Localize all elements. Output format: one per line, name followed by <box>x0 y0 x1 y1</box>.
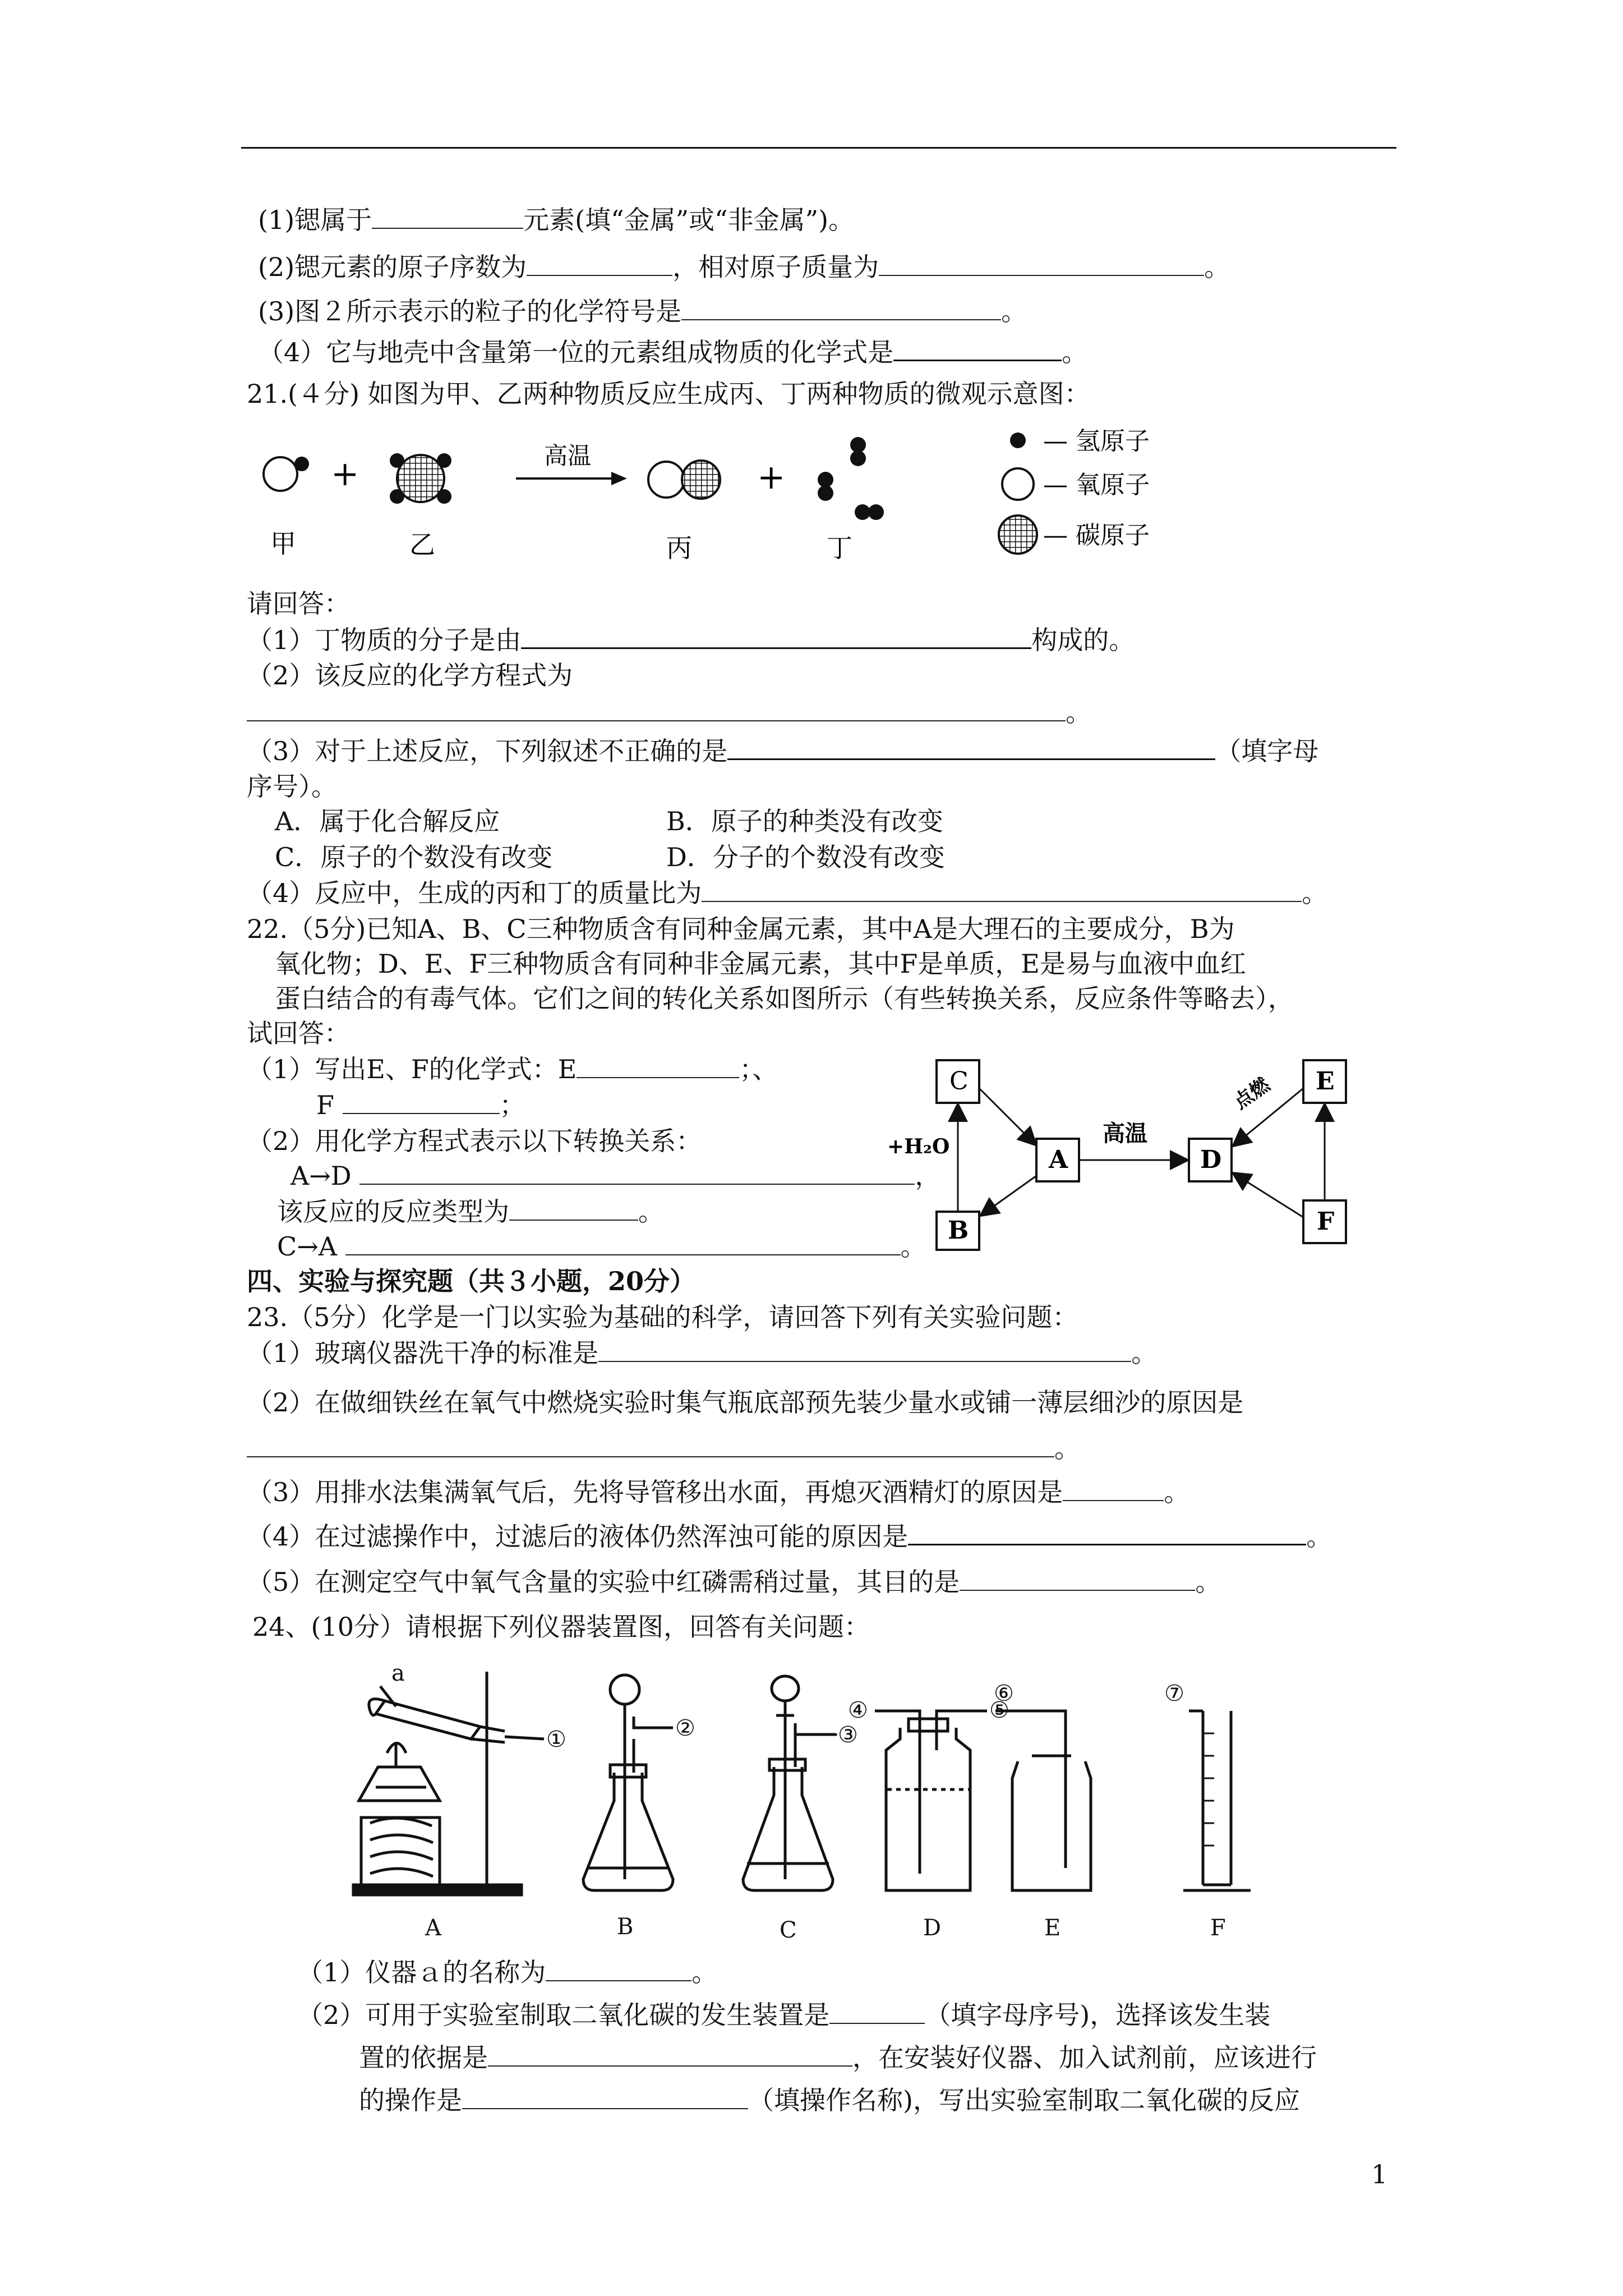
text: （1）仪器ａ的名称为 <box>297 1957 546 1987</box>
text: （1）丁物质的分子是由 <box>247 625 522 655</box>
reaction-arrow <box>516 472 627 485</box>
q22-stem-2: 氧化物；D、E、F三种物质含有同种非金属元素，其中F是单质，E是易与血液中血红 <box>275 949 1246 979</box>
molecule-bing <box>648 461 720 499</box>
box-d-label: D <box>1200 1145 1222 1174</box>
text: 该反应的反应类型为 <box>277 1197 509 1227</box>
answer-blank[interactable] <box>829 1998 925 2024</box>
arrow-a-to-b <box>981 1176 1036 1215</box>
label-bing: 丙 <box>666 533 692 563</box>
box-b-label: B <box>948 1216 969 1245</box>
apparatus-c <box>743 1676 836 1890</box>
option-b: B．原子的种类没有改变 <box>666 806 943 836</box>
answer-blank[interactable] <box>702 876 1302 902</box>
label-E: E <box>1044 1915 1061 1941</box>
answer-blank[interactable] <box>359 1159 915 1185</box>
text: （4）反应中，生成的丙和丁的质量比为 <box>247 878 702 908</box>
q23-sub-1 <box>247 1336 1157 1370</box>
text: 构成的。 <box>1031 625 1135 655</box>
q23-sub-2-line <box>247 1432 1080 1465</box>
text: 。 <box>1302 878 1328 908</box>
answer-blank[interactable] <box>727 734 1215 760</box>
q24-sub-2 <box>297 1998 1270 2032</box>
q24-sub-2-line-2 <box>359 2041 1317 2074</box>
answer-blank[interactable] <box>345 1230 901 1255</box>
text: 。 <box>1204 252 1230 282</box>
label-D: D <box>923 1915 942 1941</box>
text: F <box>316 1090 334 1120</box>
q23-sub-3 <box>247 1475 1189 1509</box>
q21-reaction-figure <box>252 424 1206 569</box>
num-2: ② <box>675 1715 695 1741</box>
label-jia: 甲 <box>270 528 296 559</box>
text: 。 <box>1054 1433 1080 1464</box>
box-c <box>937 1060 979 1103</box>
q21-sub-1 <box>247 623 1135 657</box>
q23-sub-4 <box>247 1519 1332 1553</box>
legend-oxygen: — 氧原子 <box>1043 471 1150 499</box>
q22-sub-1-f <box>316 1088 525 1122</box>
num-7: ⑦ <box>1164 1681 1184 1706</box>
label-heat: 高温 <box>1103 1120 1147 1147</box>
answer-blank[interactable] <box>681 295 1001 320</box>
legend <box>999 427 1150 554</box>
text: 。 <box>1131 1338 1158 1368</box>
box-a <box>1036 1139 1079 1181</box>
q24-sub-1 <box>297 1955 717 1989</box>
header-rule <box>241 147 1396 149</box>
arrow-f-to-d <box>1234 1174 1303 1217</box>
text: 。 <box>1306 1521 1332 1552</box>
label-C: C <box>780 1917 797 1943</box>
q21-heading: 21.(４分) 如图为甲、乙两种物质反应生成丙、丁两种物质的微观示意图： <box>247 379 1090 409</box>
text: ， <box>915 1161 941 1191</box>
label-water: +H₂O <box>887 1135 950 1158</box>
label-ding: 丁 <box>827 533 852 563</box>
box-f <box>1303 1200 1346 1243</box>
option-a: A．属于化合解反应 <box>275 806 500 836</box>
label-A: A <box>425 1915 441 1941</box>
legend-carbon: — 碳原子 <box>1043 521 1150 550</box>
text: ； <box>499 1090 525 1120</box>
label-B: B <box>617 1914 634 1940</box>
answer-blank[interactable] <box>598 1336 1131 1362</box>
box-c-label: C <box>949 1067 969 1096</box>
q20-line-2 <box>258 250 1230 284</box>
answer-blank[interactable] <box>546 1955 691 1981</box>
text: 元素(填“金属”或“非金属”)。 <box>523 205 855 235</box>
text: （1）玻璃仪器洗干净的标准是 <box>247 1338 599 1368</box>
box-f-label: F <box>1317 1207 1335 1236</box>
q21-sub-4 <box>247 876 1327 910</box>
page-number: 1 <box>1371 2159 1388 2189</box>
answer-blank[interactable] <box>462 2083 748 2109</box>
q20-line-4 <box>258 335 1087 369</box>
q22-sub-1 <box>247 1052 778 1086</box>
answer-blank[interactable] <box>879 250 1204 276</box>
q22-stem-4: 试回答： <box>247 1018 350 1048</box>
apparatus-a <box>353 1672 544 1895</box>
q24-sub-2-line-3 <box>359 2083 1300 2117</box>
q22-diagram <box>886 1049 1368 1251</box>
molecule-jia <box>264 457 309 491</box>
q22-reaction-type <box>277 1195 664 1228</box>
text: (3)图２所示表示的粒子的化学符号是 <box>258 296 682 326</box>
arrow-c-to-a <box>979 1088 1035 1144</box>
q21-sub-3-cont: 序号）。 <box>247 771 337 802</box>
label-a-lower: a <box>391 1660 405 1686</box>
box-a-label: A <box>1049 1145 1068 1174</box>
q22-sub-2: （2）用化学方程式表示以下转换关系： <box>247 1126 702 1156</box>
q21-sub-2-line <box>247 696 1091 729</box>
option-c: C．原子的个数没有改变 <box>275 842 553 872</box>
apparatus-b <box>583 1675 673 1890</box>
apparatus-e <box>995 1711 1091 1890</box>
section-heading: 四、实验与探究题（共３小题，20分） <box>247 1266 696 1296</box>
box-d <box>1189 1139 1232 1181</box>
label-yi: 乙 <box>409 530 435 560</box>
num-5: ⑤ <box>989 1697 1009 1723</box>
text: 。 <box>900 1231 926 1262</box>
num-1: ① <box>546 1727 566 1752</box>
q24-heading: 24、(10分）请根据下列仪器装置图，回答有关问题： <box>252 1612 870 1642</box>
apparatus-d <box>875 1711 987 1890</box>
text: （填字母序号)，选择该发生装 <box>925 2000 1271 2030</box>
q22-stem-1: 22.（5分)已知A、B、C三种物质含有同种金属元素，其中A是大理石的主要成分，B为 <box>247 914 1235 944</box>
num-6: ⑥ <box>994 1681 1014 1706</box>
answer-blank[interactable] <box>247 1432 1054 1457</box>
answer-blank[interactable] <box>908 1519 1306 1545</box>
label-F: F <box>1210 1915 1226 1941</box>
text: 。 <box>1001 296 1027 326</box>
q24-apparatus-figure <box>336 1655 1430 1947</box>
plus-sign: + <box>757 458 786 497</box>
text: 。 <box>691 1957 718 1987</box>
answer-blank[interactable] <box>893 335 1062 361</box>
apparatus-f <box>1183 1711 1251 1890</box>
answer-blank[interactable] <box>577 1052 739 1078</box>
label-ignite: 点燃 <box>1229 1073 1274 1114</box>
text: （3）用排水法集满氧气后，先将导管移出水面，再熄灭酒精灯的原因是 <box>247 1477 1063 1507</box>
text: 。 <box>638 1197 664 1227</box>
option-d: D．分子的个数没有改变 <box>666 842 945 872</box>
q21-sub-3 <box>247 734 1318 768</box>
q20-line-1 <box>258 203 854 237</box>
text: (2)锶元素的原子序数为 <box>258 252 527 282</box>
q22-a-to-d <box>291 1159 940 1193</box>
answer-blank[interactable] <box>488 2041 852 2067</box>
molecule-yi <box>390 453 451 504</box>
text: （1）写出E、F的化学式：E <box>247 1054 577 1084</box>
num-4: ④ <box>848 1697 868 1723</box>
box-e <box>1303 1060 1346 1103</box>
text: 的操作是 <box>359 2085 462 2115</box>
arrow-label: 高温 <box>544 442 592 470</box>
text: ，在安装好仪器、加入试剂前，应该进行 <box>852 2042 1317 2073</box>
q20-line-3 <box>258 295 1027 328</box>
q22-stem-3: 蛋白结合的有毒气体。它们之间的转化关系如图所示（有些转换关系，反应条件等略去）， <box>275 983 1294 1014</box>
answer-blank[interactable] <box>509 1195 638 1221</box>
text: 。 <box>1066 697 1091 728</box>
text: （4）在过滤操作中，过滤后的液体仍然浑浊可能的原因是 <box>247 1521 909 1552</box>
text: （填操作名称)，写出实验室制取二氧化碳的反应 <box>748 2085 1300 2115</box>
text: A→D <box>291 1161 352 1191</box>
text: （3）对于上述反应，下列叙述不正确的是 <box>247 736 728 766</box>
answer-blank[interactable] <box>247 696 1066 721</box>
legend-hydrogen: — 氢原子 <box>1043 427 1150 455</box>
text: 。 <box>1062 337 1088 367</box>
text: （4）它与地壳中含量第一位的元素组成物质的化学式是 <box>258 337 894 367</box>
text: ，相对原子质量为 <box>672 252 879 282</box>
text: 。 <box>1164 1477 1190 1507</box>
answer-blank[interactable] <box>521 623 1031 649</box>
text: (1)锶属于 <box>258 205 372 235</box>
text: 。 <box>1195 1567 1221 1597</box>
q23-heading: 23.（5分）化学是一门以实验为基础的科学，请回答下列有关实验问题： <box>247 1302 1078 1332</box>
text: 置的依据是 <box>359 2042 488 2073</box>
q23-sub-5 <box>247 1565 1221 1599</box>
text: C→A <box>277 1231 337 1262</box>
molecule-ding <box>818 437 884 520</box>
box-b <box>937 1212 979 1250</box>
answer-blank[interactable] <box>372 203 523 229</box>
answer-blank[interactable] <box>960 1565 1195 1591</box>
text: ；、 <box>739 1054 778 1084</box>
q21-ask: 请回答： <box>247 588 350 619</box>
answer-blank[interactable] <box>527 250 672 276</box>
q22-c-to-a <box>277 1230 926 1263</box>
q23-sub-2: （2）在做细铁丝在氧气中燃烧实验时集气瓶底部预先装少量水或铺一薄层细沙的原因是 <box>247 1387 1244 1418</box>
answer-blank[interactable] <box>343 1088 500 1114</box>
q21-sub-2: （2）该反应的化学方程式为 <box>247 660 573 691</box>
text: （5）在测定空气中氧气含量的实验中红磷需稍过量，其目的是 <box>247 1567 960 1597</box>
plus-sign: + <box>331 454 359 494</box>
answer-blank[interactable] <box>1063 1475 1164 1501</box>
num-3: ③ <box>838 1722 858 1748</box>
text: （填字母 <box>1215 736 1319 766</box>
text: （2）可用于实验室制取二氧化碳的发生装置是 <box>297 2000 830 2030</box>
box-e-label: E <box>1316 1067 1335 1096</box>
